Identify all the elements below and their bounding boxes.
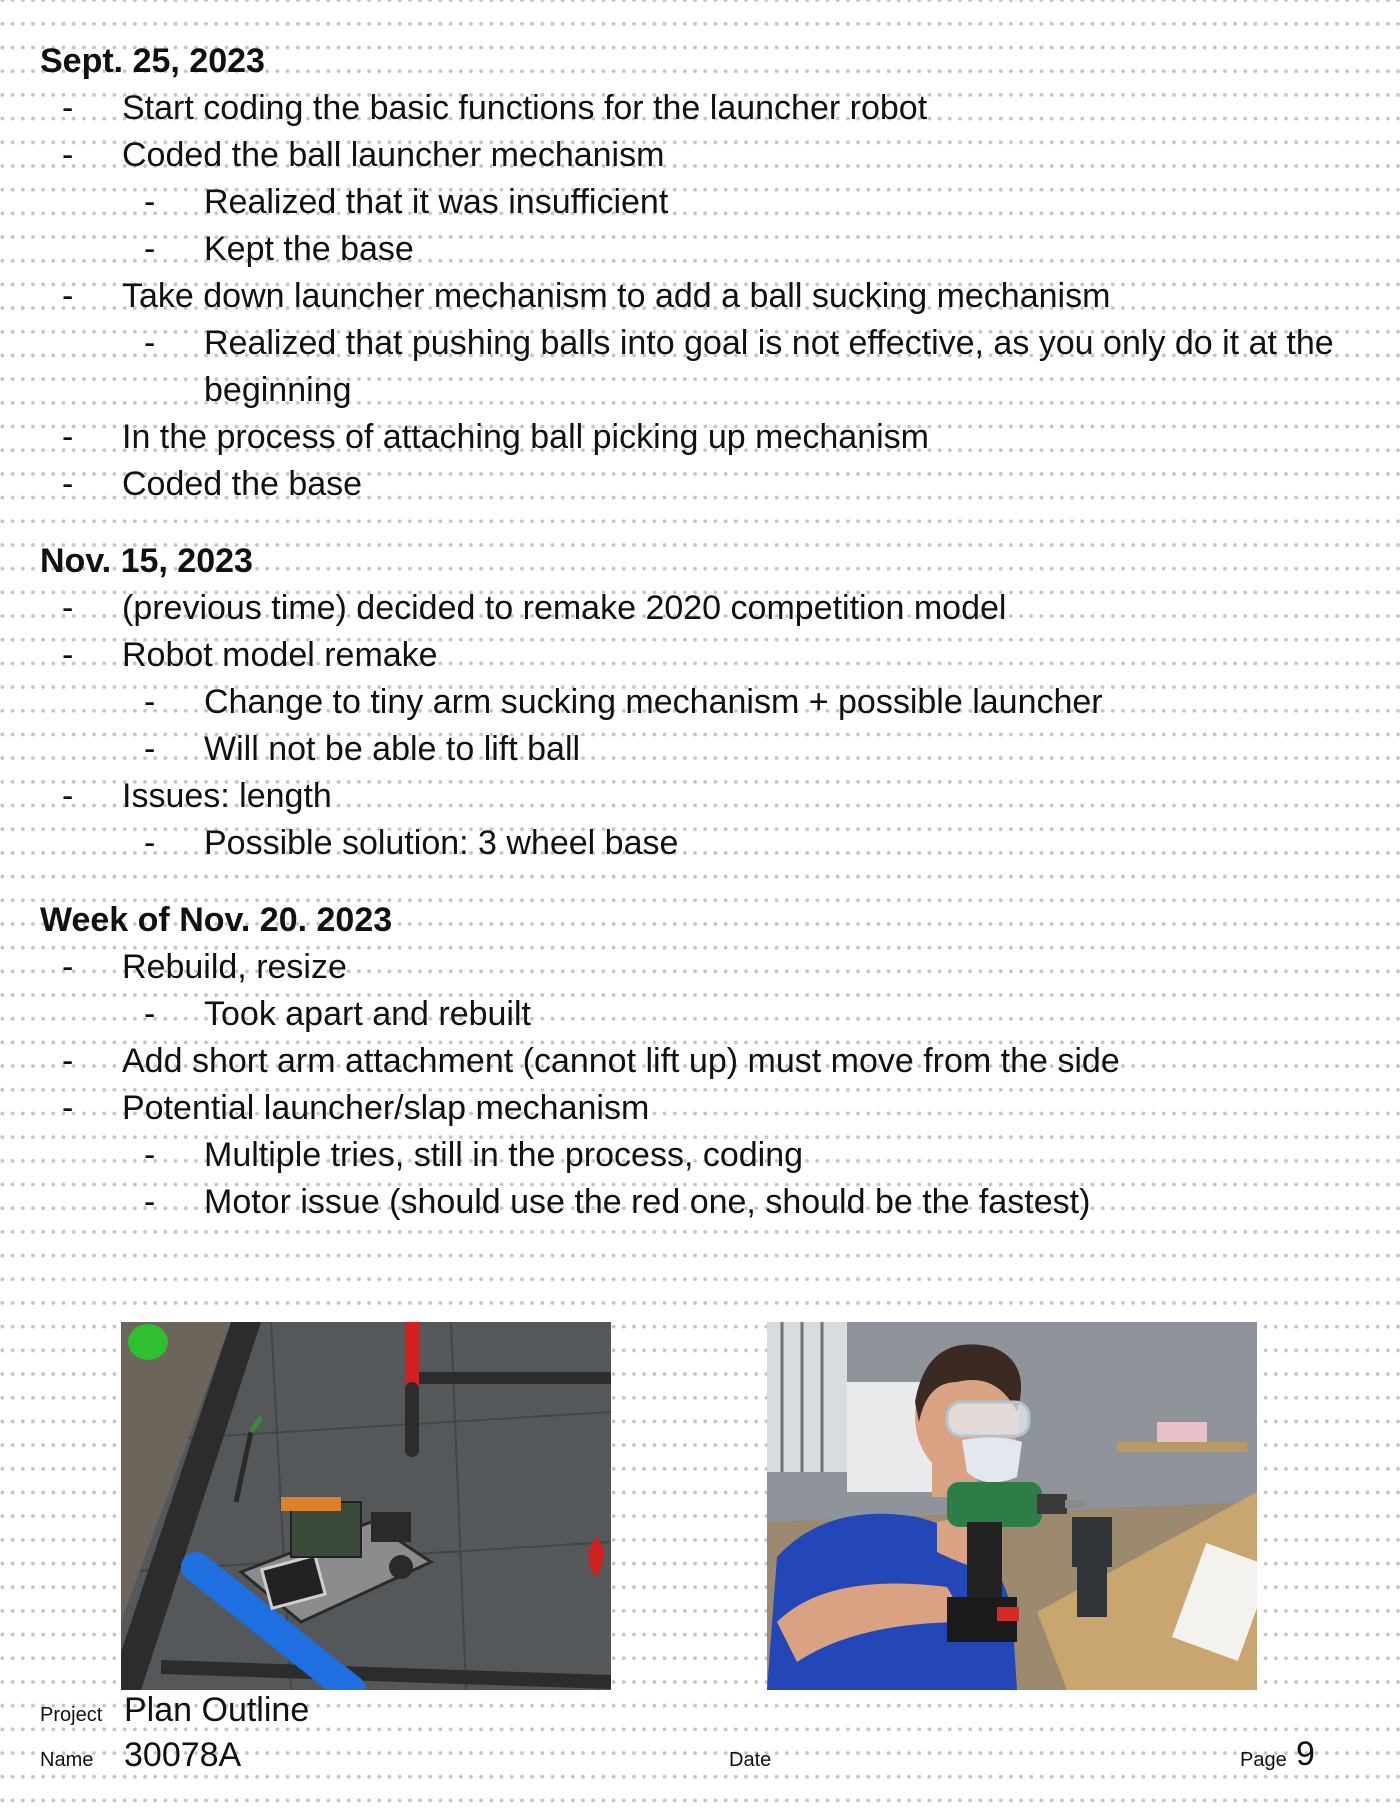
bullet-dash: - — [62, 277, 74, 315]
name-value: 30078A — [124, 1736, 242, 1774]
list-item — [40, 414, 1360, 461]
list-item — [40, 585, 1360, 632]
sub-list-item — [40, 179, 1360, 226]
entry-week-nov-20 — [40, 897, 1360, 1226]
item-text: Kept the base — [204, 230, 414, 268]
item-text: Issues: length — [122, 777, 332, 815]
item-text: (previous time) decided to remake 2020 competition model — [122, 589, 1007, 627]
list-item — [40, 773, 1360, 820]
list-item — [40, 1085, 1360, 1132]
sub-list-item — [40, 820, 1360, 867]
item-text: Realized that pushing balls into goal is not effective, as you only do it at the beginning — [204, 324, 1334, 409]
sub-list-item — [40, 320, 1360, 414]
item-text: Took apart and rebuilt — [204, 995, 531, 1033]
item-text: Possible solution: 3 wheel base — [204, 824, 679, 862]
bullet-dash: - — [144, 183, 156, 221]
item-text: Robot model remake — [122, 636, 438, 674]
bullet-dash: - — [62, 777, 74, 815]
sub-list-item — [40, 991, 1360, 1038]
sub-list-item — [40, 226, 1360, 273]
list-item — [40, 85, 1360, 132]
project-value: Plan Outline — [124, 1691, 310, 1729]
bullet-dash: - — [62, 89, 74, 127]
list-item — [40, 132, 1360, 179]
item-text: Add short arm attachment (cannot lift up) must move from the side — [122, 1042, 1120, 1080]
name-label: Name — [40, 1749, 94, 1771]
list-item — [40, 632, 1360, 679]
entry-sept-25 — [40, 38, 1360, 508]
bullet-dash: - — [62, 948, 74, 986]
student-with-drill-photo — [767, 1322, 1257, 1690]
bullet-dash: - — [62, 636, 74, 674]
item-text: Coded the base — [122, 465, 363, 503]
item-text: Coded the ball launcher mechanism — [122, 136, 665, 174]
bullet-dash: - — [144, 995, 156, 1033]
entry-date: Nov. 15, 2023 — [40, 542, 253, 580]
bullet-dash: - — [62, 589, 74, 627]
list-item — [40, 461, 1360, 508]
bullet-dash: - — [144, 683, 156, 721]
notes-content — [40, 38, 1360, 1256]
item-text: Start coding the basic functions for the launcher robot — [122, 89, 928, 127]
item-text: Take down launcher mechanism to add a ball sucking mechanism — [122, 277, 1111, 315]
date-label: Date — [729, 1749, 772, 1771]
item-text: Multiple tries, still in the process, coding — [204, 1136, 804, 1174]
sub-list-item — [40, 1179, 1360, 1226]
bullet-dash: - — [62, 418, 74, 456]
list-item — [40, 1038, 1360, 1085]
entry-date: Sept. 25, 2023 — [40, 42, 265, 80]
item-text: Realized that it was insufficient — [204, 183, 669, 221]
item-text: In the process of attaching ball picking up mechanism — [122, 418, 930, 456]
robot-on-field-photo — [121, 1322, 611, 1690]
bullet-dash: - — [144, 824, 156, 862]
item-text: Rebuild, resize — [122, 948, 347, 986]
item-text: Change to tiny arm sucking mechanism + possible launcher — [204, 683, 1103, 721]
page-label: Page — [1240, 1749, 1287, 1771]
item-text: Potential launcher/slap mechanism — [122, 1089, 650, 1127]
page-number: 9 — [1296, 1735, 1315, 1773]
bullet-dash: - — [62, 1089, 74, 1127]
student-drill-illustration — [767, 1322, 1257, 1690]
robot-field-illustration — [121, 1322, 611, 1690]
item-text: Motor issue (should use the red one, should be the fastest) — [204, 1183, 1091, 1221]
bullet-dash: - — [62, 1042, 74, 1080]
item-text: Will not be able to lift ball — [204, 730, 581, 768]
sub-list-item — [40, 679, 1360, 726]
bullet-dash: - — [144, 1183, 156, 1221]
bullet-dash: - — [144, 230, 156, 268]
bullet-dash: - — [62, 465, 74, 503]
project-label: Project — [40, 1704, 103, 1726]
bullet-dash: - — [144, 730, 156, 768]
bullet-dash: - — [144, 1136, 156, 1174]
sub-list-item — [40, 1132, 1360, 1179]
bullet-dash: - — [62, 136, 74, 174]
list-item — [40, 944, 1360, 991]
list-item — [40, 273, 1360, 320]
sub-list-item — [40, 726, 1360, 773]
entry-date: Week of Nov. 20. 2023 — [40, 901, 393, 939]
entry-nov-15 — [40, 538, 1360, 867]
bullet-dash: - — [144, 324, 156, 362]
